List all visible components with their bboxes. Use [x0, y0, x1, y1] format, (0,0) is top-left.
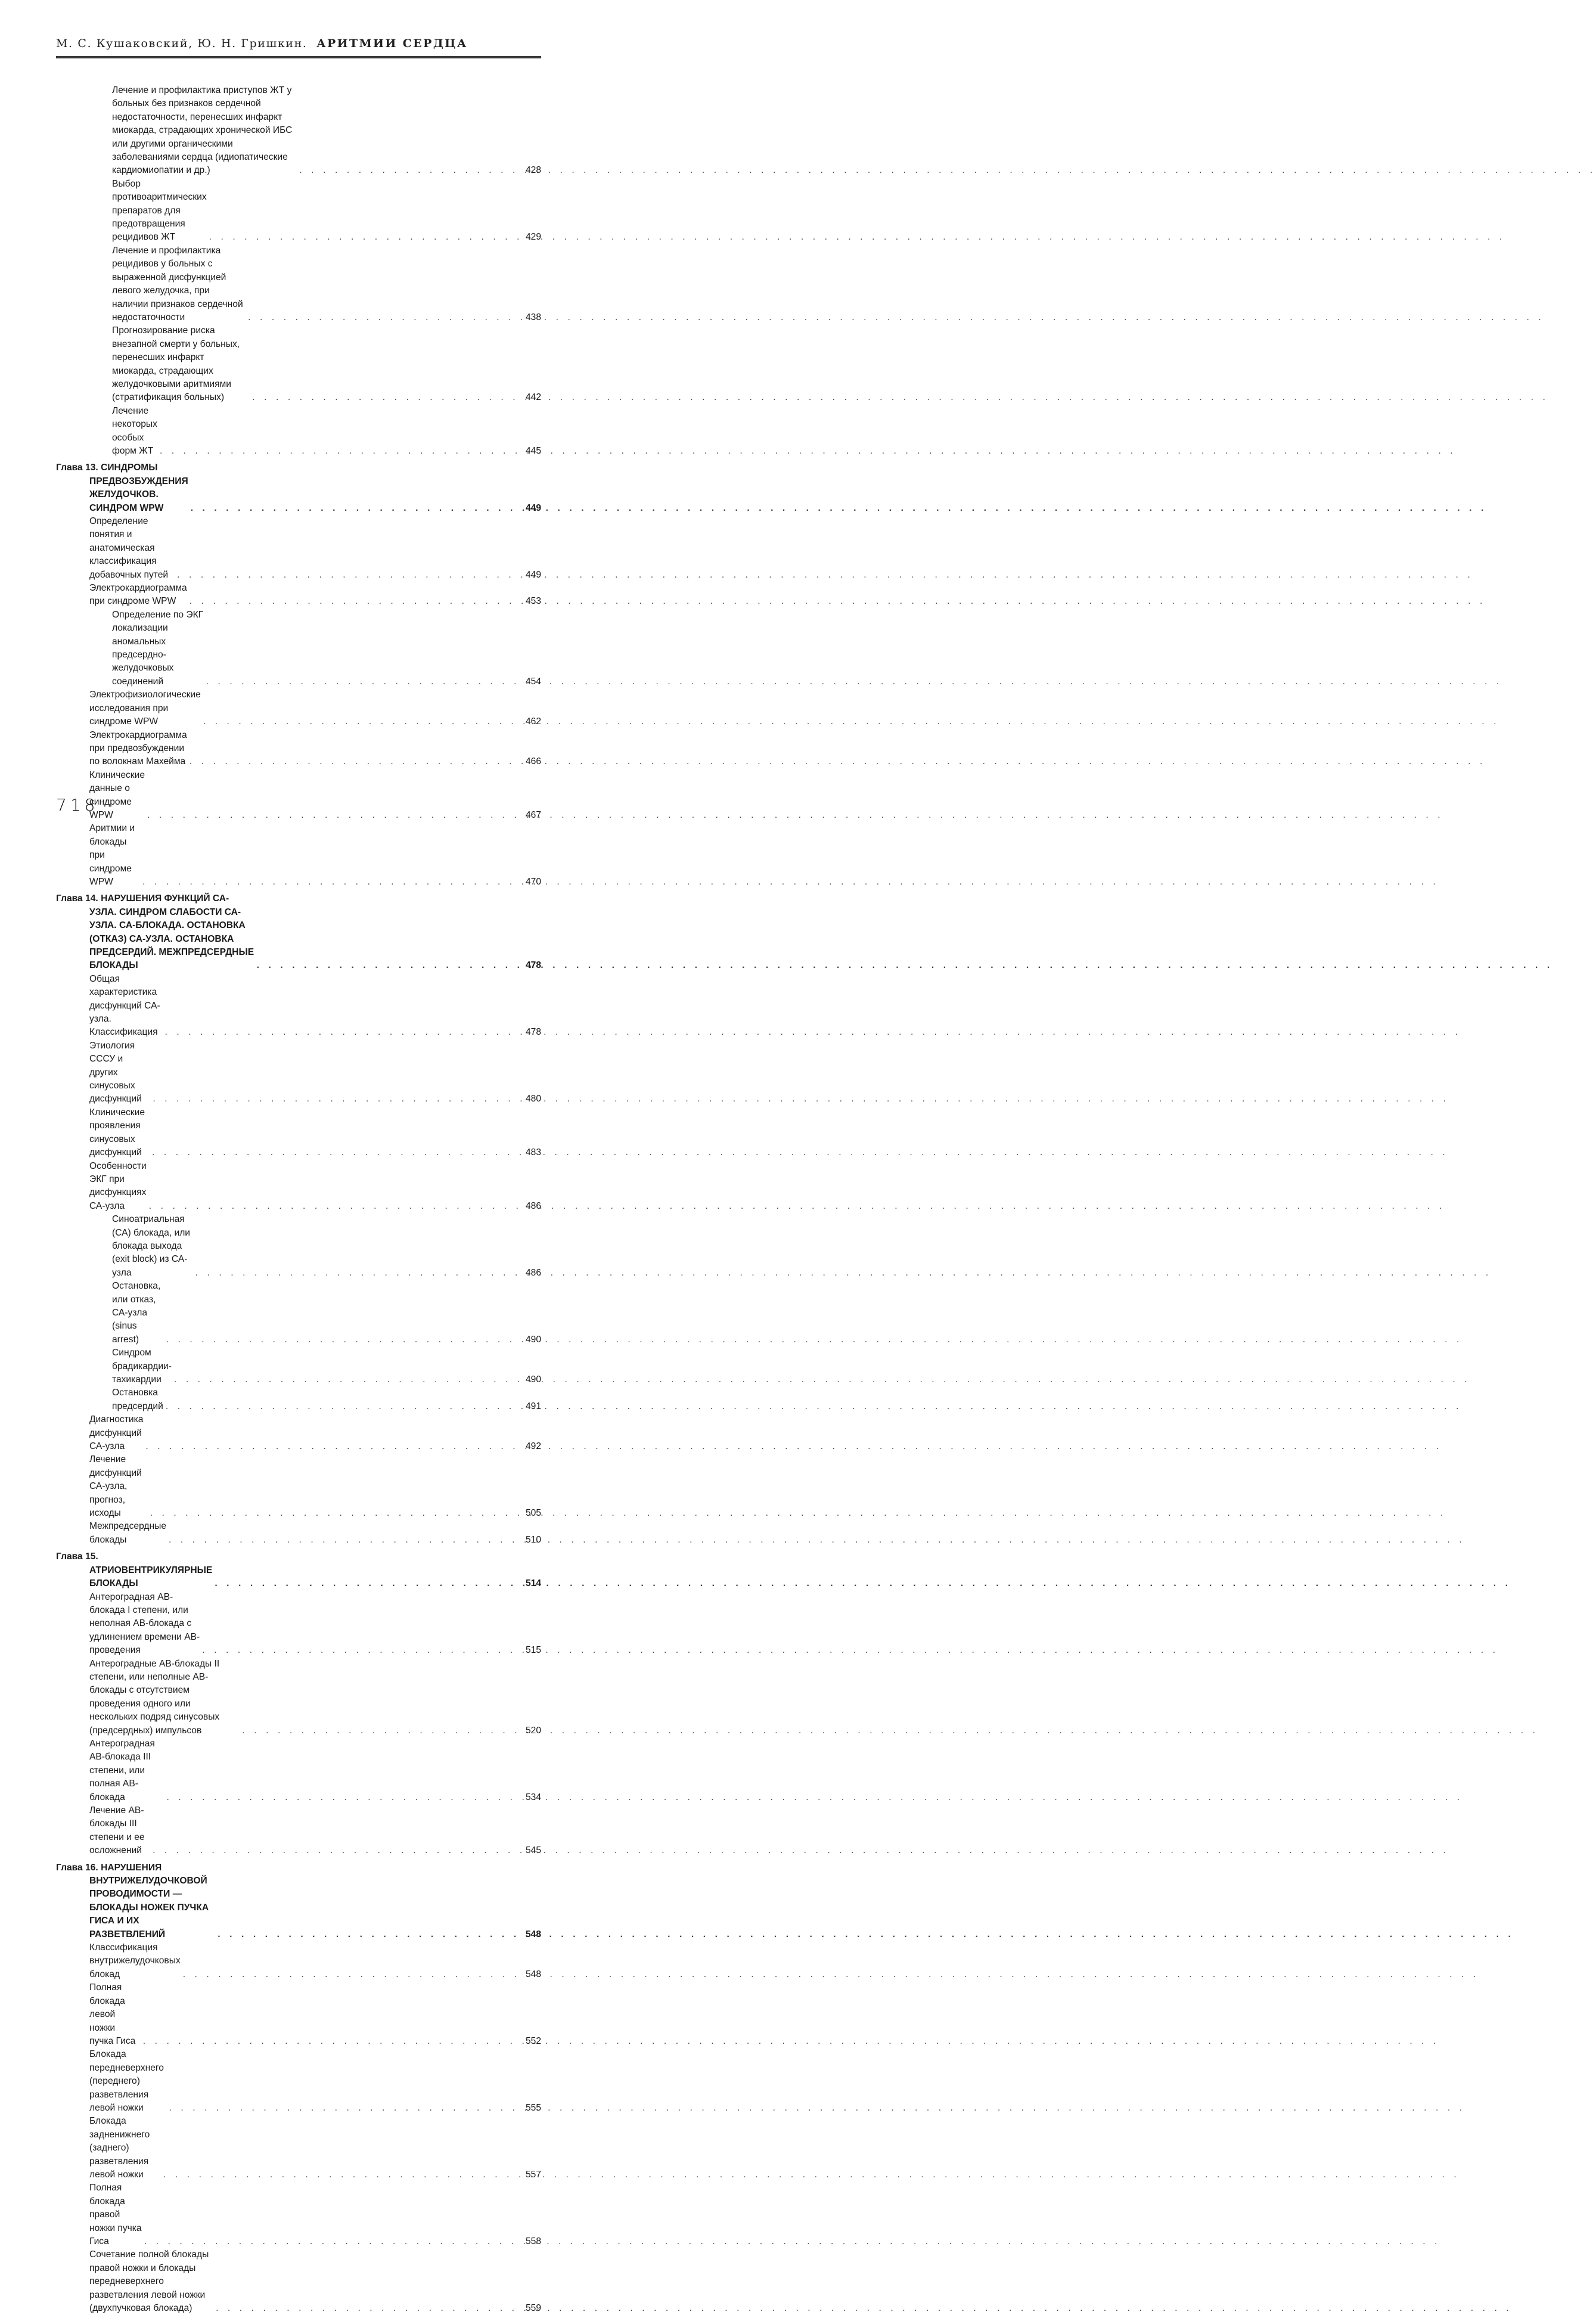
toc-page-number: 490	[525, 1334, 541, 1345]
toc-chapter-title: СИНДРОМЫ ПРЕДВОЗБУЖДЕНИЯ ЖЕЛУДОЧКОВ. СИНДРОМ WPW	[89, 463, 188, 513]
toc-entry[interactable]	[56, 1413, 541, 1453]
toc-entry[interactable]	[56, 244, 541, 324]
toc-entry-title	[56, 892, 254, 972]
toc-entry[interactable]	[56, 729, 541, 769]
dot-leader	[177, 569, 520, 582]
dot-leader	[147, 809, 520, 822]
toc-entry-title: Определение по ЭКГ локализации аномальных предсердно-желудочковых соединений	[112, 609, 204, 687]
toc-entry[interactable]	[56, 178, 541, 244]
toc-entry[interactable]	[56, 1804, 541, 1858]
dot-leader	[183, 1968, 520, 1981]
toc-entry-title: Аритмии и блокады при синдроме WPW	[89, 823, 135, 887]
toc-entry[interactable]	[56, 1280, 541, 1346]
toc-page-number: 491	[525, 1401, 541, 1411]
toc-entry-title: Этиология СССУ и других синусовых дисфункций	[89, 1040, 142, 1104]
toc-entry[interactable]	[56, 405, 541, 458]
toc-page-number: 510	[525, 1534, 541, 1545]
dot-leader	[144, 2235, 520, 2248]
toc-page-number: 534	[525, 1792, 541, 1802]
toc-page-number: 478	[525, 1027, 541, 1038]
toc-page-number: 480	[525, 1094, 541, 1104]
toc-page-number: 555	[525, 2102, 541, 2113]
toc-chapter-title: НАРУШЕНИЯ ФУНКЦИЙ СА-УЗЛА. СИНДРОМ СЛАБОСТИ СА-УЗЛА. СА-БЛОКАДА. ОСТАНОВКА (ОТКАЗ) СА-УЗЛА. ОСТАНОВКА ПРЕДСЕРДИЙ. МЕЖПРЕДСЕРДНЫЕ БЛОКАДЫ	[89, 893, 254, 971]
toc-entry[interactable]	[56, 1591, 541, 1658]
toc-page-number: 548	[525, 1969, 541, 1979]
toc-entry[interactable]	[56, 582, 541, 609]
toc-chapter-entry[interactable]	[56, 892, 541, 972]
dot-leader	[164, 1026, 520, 1039]
dot-leader	[215, 1577, 520, 1590]
dot-leader	[248, 311, 520, 324]
toc-entry[interactable]	[56, 1941, 541, 1981]
toc-entry[interactable]	[56, 2115, 541, 2181]
toc-entry-title: Полная блокада левой ножки пучка Гиса	[89, 1982, 136, 2046]
dot-leader	[167, 1791, 520, 1804]
toc-chapter-label: Глава 15.	[56, 1551, 98, 1562]
toc-entry-title: Блокада передневерхнего (переднего) разветвления левой ножки	[89, 2049, 164, 2113]
page-number: 718	[56, 795, 99, 815]
toc-page-number: 454	[525, 676, 541, 687]
toc-entry-title: Клинические данные о синдроме WPW	[89, 769, 145, 820]
toc-entry-title: Определение понятия и анатомическая классификация добавочных путей	[89, 516, 169, 580]
toc-entry[interactable]	[56, 2181, 541, 2248]
dot-leader	[202, 1644, 520, 1657]
toc-page-number: 552	[525, 2035, 541, 2046]
dot-leader	[160, 445, 520, 458]
toc-chapter-label: Глава 13.	[56, 463, 98, 473]
dot-leader	[166, 1400, 520, 1413]
toc-entry[interactable]	[56, 769, 541, 823]
toc-entry[interactable]	[56, 1160, 541, 1214]
dot-leader	[153, 1093, 520, 1106]
toc-entry-title: Межпредсердные блокады	[89, 1521, 167, 1545]
dot-leader	[190, 595, 520, 608]
toc-entry-title: Антероградная АВ-блокада I степени, или неполная АВ-блокада с удлинением времени АВ-проведения	[89, 1591, 200, 1656]
toc-page-number: 445	[525, 445, 541, 456]
toc-chapter-title: АТРИОВЕНТРИКУЛЯРНЫЕ БЛОКАДЫ	[89, 1565, 213, 1589]
toc-entry-title: Сочетание полной блокады правой ножки и блокады передневерхнего разветвления левой ножки (двухпучковая блокада)	[89, 2249, 209, 2314]
toc-entry-title: Клинические проявления синусовых дисфункций	[89, 1107, 145, 1158]
toc-entry[interactable]	[56, 2048, 541, 2115]
dot-leader	[142, 876, 520, 889]
dot-leader	[153, 1844, 520, 1857]
toc-entry[interactable]	[56, 515, 541, 582]
toc-page-number: 449	[525, 569, 541, 580]
dot-leader	[257, 959, 520, 972]
toc-entry-title: Полная блокада правой ножки пучка Гиса	[89, 2183, 142, 2246]
toc-page-number: 559	[525, 2303, 541, 2314]
toc-entry-title: Электрофизиологические исследования при синдроме WPW	[89, 690, 201, 727]
toc-page-number: 545	[525, 1845, 541, 1856]
dot-leader	[143, 2035, 520, 2048]
toc-page-number: 478	[525, 960, 541, 971]
toc-page-number: 483	[525, 1147, 541, 1158]
toc-page-number: 486	[525, 1200, 541, 1211]
dot-leader	[218, 1928, 520, 1941]
toc-entry[interactable]	[56, 688, 541, 728]
toc-entry-title: Антероградные АВ-блокады II степени, или неполные АВ-блокады с отсутствием проведения одного или нескольких подряд синусовых (предсердных) импульсов	[89, 1658, 220, 1736]
dot-leader	[163, 2168, 520, 2181]
toc-entry[interactable]	[56, 1658, 541, 1737]
toc-entry-title: Лечение и профилактика рецидивов у больных с выраженной дисфункцией левого желудочка, при наличии признаков сердечной недостаточности	[112, 245, 243, 322]
toc-page-number: 449	[525, 502, 541, 513]
toc-page-number: 442	[525, 392, 541, 403]
header-authors: М. С. Кушаковский, Ю. Н. Гришкин.	[56, 37, 308, 50]
toc-entry-title: Синдром брадикардии-тахикардии	[112, 1348, 172, 1385]
toc-entry-title: Классификация внутрижелудочковых блокад	[89, 1942, 181, 1979]
toc-entry-title: Антероградная АВ-блокада III степени, или полная АВ-блокада	[89, 1738, 155, 1802]
dot-leader	[203, 715, 520, 728]
toc-entry-title: Синоатриальная (СА) блокада, или блокада выхода (exit block) из СА-узла	[112, 1214, 191, 1278]
dot-leader	[174, 1373, 520, 1386]
toc-entry-title: Выбор противоаритмических препаратов для предотвращения рецидивов ЖТ	[112, 178, 207, 243]
dot-leader	[206, 675, 520, 688]
dot-leader	[242, 1724, 520, 1737]
toc-page-number: 515	[525, 1645, 541, 1656]
toc-entry-title: Остановка, или отказ, СА-узла (sinus arrest)	[112, 1281, 161, 1345]
toc-entry[interactable]	[56, 1453, 541, 1520]
toc-entry-title: Общая характеристика дисфункций СА-узла. Классификация	[89, 973, 160, 1038]
toc-entry-title: Прогнозирование риска внезапной смерти у больных, перенесших инфаркт миокарда, страдающих желудочковыми аритмиями (стратификация больных)	[112, 325, 240, 403]
toc-page-number: 453	[525, 596, 541, 607]
toc-entry-title: Лечение некоторых особых форм ЖТ	[112, 405, 157, 456]
toc-page-number: 470	[525, 876, 541, 887]
toc-entry-title: Диагностика дисфункций СА-узла	[89, 1414, 144, 1452]
toc-chapter-entry[interactable]	[56, 1861, 541, 1941]
toc-page-number: 557	[525, 2169, 541, 2180]
toc-entry[interactable]	[56, 609, 541, 688]
toc-chapter-label: Глава 14.	[56, 893, 98, 904]
toc-entry-title	[56, 461, 188, 515]
toc-chapter-entry[interactable]	[56, 461, 541, 515]
toc-chapter-title: НАРУШЕНИЯ ВНУТРИЖЕЛУДОЧКОВОЙ ПРОВОДИМОСТИ — БЛОКАДЫ НОЖЕК ПУЧКА ГИСА И ИХ РАЗВЕТВЛЕНИЙ	[89, 1862, 209, 1939]
toc-page-number: 490	[525, 1374, 541, 1385]
toc-page-number: 558	[525, 2236, 541, 2246]
dot-leader	[191, 502, 520, 515]
toc-entry[interactable]	[56, 324, 541, 404]
toc-entry[interactable]	[56, 1981, 541, 2048]
toc-entry-title: Особенности ЭКГ при дисфункциях СА-узла	[89, 1160, 147, 1211]
toc-entry[interactable]	[56, 2248, 541, 2315]
running-header	[56, 37, 541, 50]
toc-page-number: 438	[525, 312, 541, 322]
toc-entry[interactable]	[56, 1520, 541, 1547]
header-book-title: АРИТМИИ СЕРДЦА	[316, 37, 468, 50]
toc-entry-title: Лечение дисфункций СА-узла, прогноз, исходы	[89, 1454, 142, 1519]
toc-entry[interactable]	[56, 822, 541, 889]
toc-entry-title: Лечение и профилактика приступов ЖТ у больных без признаков сердечной недостаточности, перенесших инфаркт миокарда, страдающих хронической ИБС или другими органическими заболеваниями сердца (идиопатические кардиомиопатии и др.)	[112, 85, 293, 176]
dot-leader	[145, 1440, 520, 1453]
dot-leader	[152, 1146, 520, 1159]
toc-entry-title: Электрокардиограмма при синдроме WPW	[89, 583, 187, 607]
toc-page-number: 505	[525, 1508, 541, 1519]
toc-page-number: 514	[525, 1578, 541, 1589]
dot-leader	[195, 1267, 520, 1280]
toc-entry[interactable]	[56, 1106, 541, 1160]
toc-entry-title: Блокада задненижнего (заднего) разветвления левой ножки	[89, 2116, 150, 2180]
toc-page-number: 466	[525, 756, 541, 767]
toc-page-number: 467	[525, 809, 541, 820]
toc-entry[interactable]	[56, 1213, 541, 1280]
toc-entry[interactable]	[56, 84, 541, 178]
dot-leader	[209, 231, 520, 244]
toc-entry-title: Электрокардиограмма при предвозбуждении по волокнам Махейма	[89, 730, 187, 767]
toc-entry-title: Лечение АВ-блокады III степени и ее осложнений	[89, 1805, 145, 1856]
toc-page-number: 492	[525, 1441, 541, 1452]
toc-entry-title: Остановка предсердий	[112, 1388, 163, 1411]
toc-entry[interactable]	[56, 973, 541, 1039]
dot-leader	[190, 755, 520, 768]
dot-leader	[299, 164, 520, 177]
toc-page-number: 486	[525, 1267, 541, 1278]
toc-page-number: 429	[525, 232, 541, 243]
dot-leader	[149, 1200, 520, 1213]
dot-leader	[216, 2302, 520, 2315]
toc-entry[interactable]	[56, 1386, 541, 1413]
toc-page-number: 520	[525, 1725, 541, 1736]
dot-leader	[150, 1507, 520, 1520]
toc-chapter-label: Глава 16.	[56, 1862, 98, 1873]
dot-leader	[169, 1534, 520, 1547]
toc-entry[interactable]	[56, 1039, 541, 1106]
toc-entry[interactable]	[56, 1346, 541, 1386]
toc-page-number: 548	[525, 1929, 541, 1939]
toc-chapter-entry[interactable]	[56, 1550, 541, 1590]
dot-leader	[169, 2102, 520, 2115]
table-of-contents	[56, 84, 541, 2315]
toc-entry-title	[56, 1861, 215, 1941]
toc-entry-title	[56, 1550, 212, 1590]
toc-page-number: 462	[525, 716, 541, 727]
toc-page-number: 428	[525, 165, 541, 176]
dot-leader	[166, 1333, 520, 1346]
dot-leader	[252, 391, 520, 404]
header-rule	[56, 56, 541, 58]
toc-entry[interactable]	[56, 1737, 541, 1804]
